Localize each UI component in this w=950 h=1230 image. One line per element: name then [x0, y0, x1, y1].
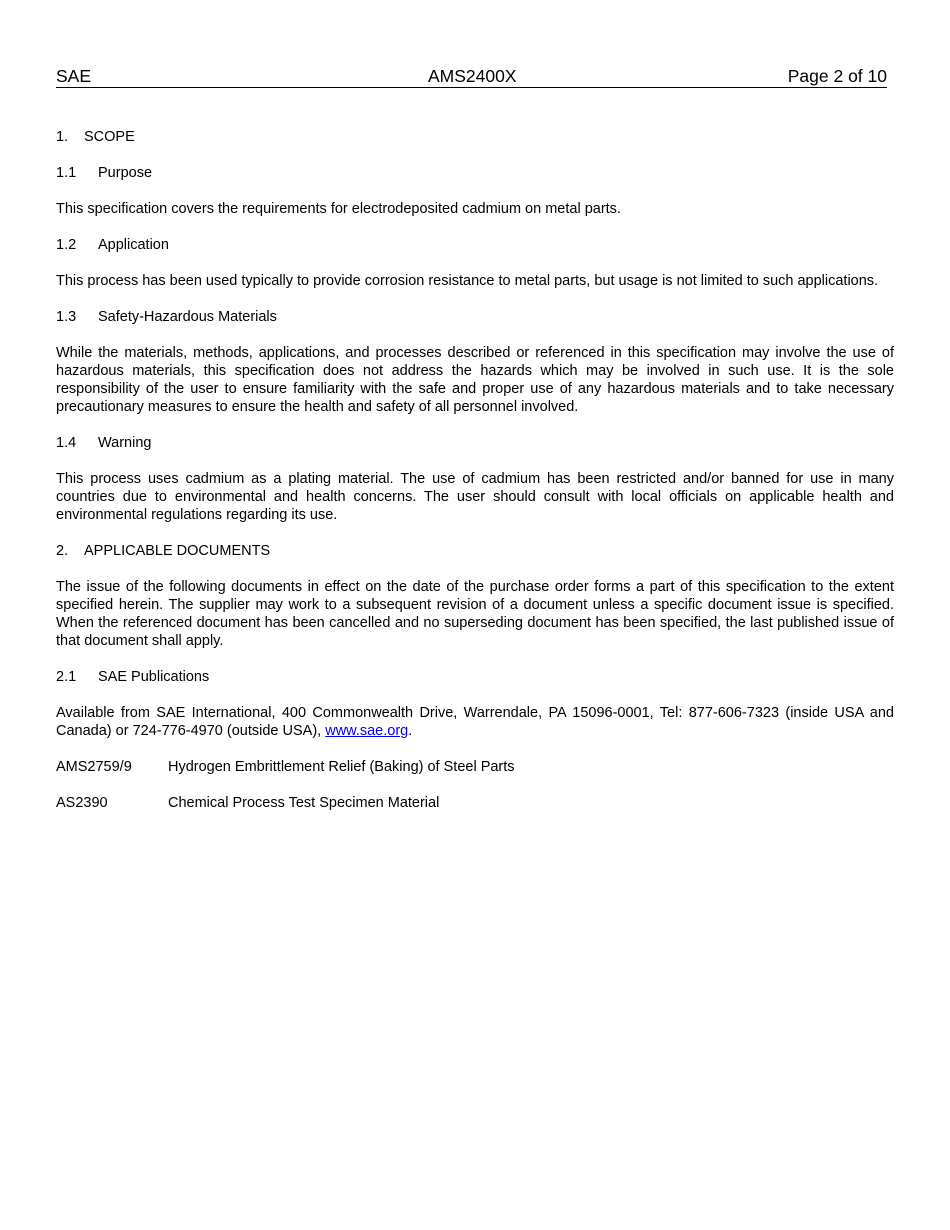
paragraph-applicable-documents: The issue of the following documents in effect on the date of the purchase order forms a part of this specification to the extent specified herein. The supplier may work to a subsequent revision of a document unless a specific document issue is specified. When the referenced document has been cancelled and no superseding document has been specified, the last published issue of that document shall apply. [56, 579, 894, 649]
document-body [56, 128, 894, 830]
sae-contact-text-end: . [408, 723, 413, 739]
paragraph-warning: This process uses cadmium as a plating material. The use of cadmium has been restricted and/or banned for use in many countries due to environmental and health concerns. The user should consult with local officials on applicable health and environmental regulations regarding its use. [56, 471, 894, 523]
document-code: AMS2759/9 [56, 759, 132, 775]
header-organization: SAE [56, 66, 92, 86]
section-heading-scope [56, 128, 894, 146]
section-number: 1.3 [56, 309, 77, 325]
sae-contact-text: Available from SAE International, 400 Commonwealth Drive, Warrendale, PA 15096-0001, Tel: 877-606-7323 (inside USA and Canada) or 724-776-4970 (outside USA), [56, 705, 894, 739]
section-number: 1.4 [56, 435, 77, 451]
section-heading-sae-publications [56, 668, 894, 686]
section-heading-applicable-documents [56, 542, 894, 560]
section-number: 1.1 [56, 165, 77, 181]
section-title: Application [98, 237, 169, 253]
section-number: 1. [56, 129, 69, 145]
section-title: SCOPE [84, 129, 135, 145]
section-title: SAE Publications [98, 669, 210, 685]
sae-website-link[interactable]: www.sae.org [325, 723, 409, 739]
section-title: APPLICABLE DOCUMENTS [84, 543, 271, 559]
paragraph-sae-publications [56, 704, 894, 740]
document-title: Chemical Process Test Specimen Material [168, 795, 440, 811]
section-heading-application [56, 236, 894, 254]
document-title: Hydrogen Embrittlement Relief (Baking) of Steel Parts [168, 759, 515, 775]
section-number: 1.2 [56, 237, 77, 253]
paragraph-safety: While the materials, methods, applications, and processes described or referenced in this specification may involve the use of hazardous materials, this specification does not address the hazards which may be involved in such use. It is the sole responsibility of the user to ensure familiarity with the safe and proper use of any hazardous materials and to take necessary precautionary measures to ensure the health and safety of all personnel involved. [56, 345, 894, 415]
page-header [56, 66, 887, 88]
document-reference-row [56, 758, 894, 776]
section-heading-purpose [56, 164, 894, 182]
paragraph-purpose: This specification covers the requirements for electrodeposited cadmium on metal parts. [56, 201, 621, 217]
header-document-number: AMS2400X [428, 66, 517, 86]
section-title: Safety-Hazardous Materials [98, 309, 277, 325]
section-title: Purpose [98, 165, 153, 181]
section-title: Warning [98, 435, 152, 451]
section-number: 2. [56, 543, 69, 559]
paragraph-application: This process has been used typically to provide corrosion resistance to metal parts, but usage is not limited to such applications. [56, 273, 879, 289]
section-heading-safety [56, 308, 894, 326]
document-reference-row [56, 794, 894, 812]
section-heading-warning [56, 434, 894, 452]
header-page-number: Page 2 of 10 [787, 66, 887, 86]
document-code: AS2390 [56, 795, 108, 811]
section-number: 2.1 [56, 669, 77, 685]
